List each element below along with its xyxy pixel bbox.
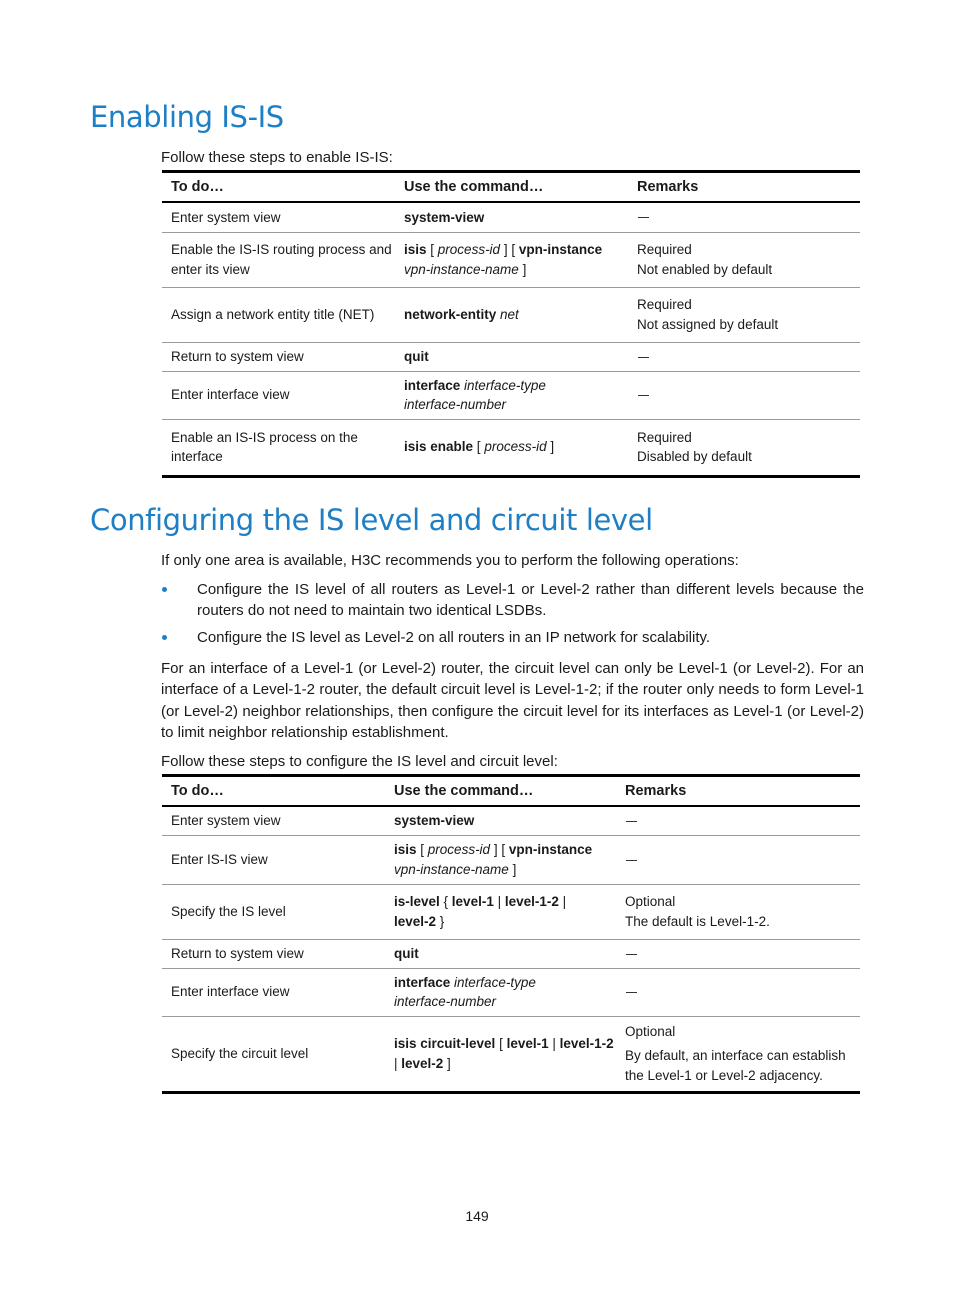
cell-remarks <box>628 202 860 232</box>
cmd-keyword: level-2 <box>394 913 437 929</box>
cell-command <box>395 232 628 287</box>
remark-line: Not assigned by default <box>637 316 779 332</box>
cmd-text: { <box>439 894 452 909</box>
table-row <box>162 287 860 342</box>
cmd-keyword: isis circuit-level <box>394 1036 496 1051</box>
section-heading-enabling-isis: Enabling IS-IS <box>90 100 284 134</box>
remark-line: Required <box>637 242 692 257</box>
remark-line: Disabled by default <box>637 449 752 464</box>
cmd-text: [ <box>473 439 485 455</box>
cmd-text: [ <box>416 842 428 857</box>
dash-mark <box>638 357 649 358</box>
cmd-text: | <box>394 1055 402 1071</box>
cmd-keyword: level-1 <box>506 1036 549 1051</box>
cmd-keyword: level-1-2 <box>559 1036 614 1051</box>
cell-remarks <box>616 806 860 835</box>
cmd-keyword: system-view <box>394 813 475 828</box>
cmd-text: } <box>436 913 445 929</box>
cell-todo: Enter IS-IS view <box>162 835 385 884</box>
table-header-row <box>162 776 860 807</box>
header-todo: To do… <box>162 776 385 807</box>
cell-remarks <box>616 939 860 968</box>
cmd-keyword: vpn-instance <box>518 242 603 257</box>
remark-line: Required <box>637 297 692 312</box>
bullet-text: Configure the IS level as Level-2 on all routers in an IP network for scalability. <box>197 629 711 646</box>
cmd-keyword: isis enable <box>404 439 474 455</box>
cmd-text: ] <box>518 261 527 277</box>
bullet-dot-icon <box>162 635 167 640</box>
cmd-argument: interface-type <box>464 377 546 393</box>
cmd-text: ] <box>508 861 517 877</box>
cell-todo: Assign a network entity title (NET) <box>162 287 395 342</box>
cmd-keyword: isis <box>404 242 427 257</box>
table-row <box>162 371 860 419</box>
cell-command <box>385 806 616 835</box>
cmd-argument: net <box>500 306 519 322</box>
cell-command <box>395 202 628 232</box>
table-row <box>162 419 860 476</box>
cmd-argument: vpn-instance-name <box>404 261 519 277</box>
header-remarks: Remarks <box>628 172 860 203</box>
command-table-enable-isis <box>162 170 860 478</box>
cell-command <box>395 419 628 476</box>
bullet-item <box>161 579 864 622</box>
remark-line: Optional <box>625 1023 676 1039</box>
table-row <box>162 835 860 884</box>
table-row <box>162 232 860 287</box>
body-paragraph: For an interface of a Level-1 (or Level-2) router, the circuit level can only be Level-1 (or Level-2). For an interface of a Level-1-2 router, the default circuit level is Level-1-2; if the router only needs to form Level-1 (or Level-2) neighbor relationships, then configure the circuit level for its interfaces as Level-1 (or Level-2) to limit neighbor relationship establishment. <box>161 660 864 741</box>
cmd-argument: interface-number <box>404 397 507 412</box>
remark-line: Required <box>637 429 692 445</box>
cell-todo: Specify the IS level <box>162 884 385 939</box>
cmd-text: [ <box>495 1036 507 1051</box>
cell-command <box>395 371 628 419</box>
cell-remarks <box>628 371 860 419</box>
cell-command <box>385 968 616 1016</box>
cmd-text: ] <box>546 439 555 455</box>
cell-remarks <box>616 968 860 1016</box>
cell-remarks <box>628 342 860 371</box>
cmd-keyword: network-entity <box>404 306 497 322</box>
cmd-keyword: quit <box>394 945 419 961</box>
cell-remarks <box>616 884 860 939</box>
cmd-text: ] [ <box>500 242 519 257</box>
dash-mark <box>626 821 637 822</box>
command-table-is-level <box>162 774 860 1094</box>
cmd-keyword: quit <box>404 348 429 364</box>
cmd-argument: interface-number <box>394 994 497 1009</box>
cmd-text: | <box>548 1036 560 1051</box>
cell-command <box>385 1016 616 1092</box>
cmd-text: | <box>493 894 505 909</box>
cell-todo: Specify the circuit level <box>162 1016 385 1092</box>
cell-todo: Enter system view <box>162 202 395 232</box>
body-paragraph: If only one area is available, H3C recommends you to perform the following operations: <box>161 552 739 569</box>
dash-mark <box>626 954 637 955</box>
table-row <box>162 342 860 371</box>
header-todo: To do… <box>162 172 395 203</box>
cell-todo: Enable an IS-IS process on the interface <box>162 419 395 476</box>
header-remarks: Remarks <box>616 776 860 807</box>
dash-mark <box>626 860 637 861</box>
page-number: 149 <box>465 1208 489 1224</box>
table-row <box>162 1016 860 1092</box>
cmd-argument: process-id <box>484 439 547 455</box>
table-row <box>162 939 860 968</box>
remark-line: Optional <box>625 894 676 909</box>
cmd-argument: vpn-instance-name <box>394 861 509 877</box>
cell-command <box>395 287 628 342</box>
cell-todo: Return to system view <box>162 342 395 371</box>
cmd-keyword: isis <box>394 842 417 857</box>
table-header-row <box>162 172 860 203</box>
cmd-text: ] <box>443 1055 451 1071</box>
table-row <box>162 202 860 232</box>
cmd-keyword: is-level <box>394 894 440 909</box>
cmd-keyword: system-view <box>404 209 485 225</box>
cmd-text: ] [ <box>490 842 509 857</box>
dash-mark <box>638 217 649 218</box>
cell-command <box>385 835 616 884</box>
dash-mark <box>638 395 649 396</box>
remark-line: Not enabled by default <box>637 261 773 277</box>
table-intro: Follow these steps to enable IS-IS: <box>161 149 393 166</box>
cmd-argument: process-id <box>437 242 501 257</box>
cell-todo: Enter system view <box>162 806 385 835</box>
dash-mark <box>626 992 637 993</box>
table-row <box>162 806 860 835</box>
cmd-argument: process-id <box>427 842 491 857</box>
table-row <box>162 884 860 939</box>
cell-remarks <box>628 419 860 476</box>
cell-todo: Enter interface view <box>162 371 395 419</box>
section-heading-is-level: Configuring the IS level and circuit level <box>90 503 653 537</box>
cmd-text: | <box>558 894 567 909</box>
cell-remarks <box>628 287 860 342</box>
cell-todo: Enter interface view <box>162 968 385 1016</box>
cmd-keyword: interface <box>404 377 461 393</box>
cell-remarks <box>616 1016 860 1092</box>
cmd-argument: interface-type <box>454 974 536 990</box>
cell-remarks <box>628 232 860 287</box>
remark-line: By default, an interface can establish the Level-1 or Level-2 adjacency. <box>625 1048 846 1083</box>
cell-todo: Enable the IS-IS routing process and enter its view <box>162 232 395 287</box>
table-intro: Follow these steps to configure the IS level and circuit level: <box>161 753 558 770</box>
cmd-keyword: level-2 <box>401 1055 444 1071</box>
table-row <box>162 968 860 1016</box>
bullet-dot-icon <box>162 587 167 592</box>
bullet-item <box>161 627 864 648</box>
cmd-keyword: level-1 <box>451 894 494 909</box>
header-command: Use the command… <box>385 776 616 807</box>
cmd-keyword: interface <box>394 974 451 990</box>
cell-command <box>385 939 616 968</box>
cmd-keyword: level-1-2 <box>504 894 559 909</box>
remark-line: The default is Level-1-2. <box>625 913 770 929</box>
cell-remarks <box>616 835 860 884</box>
cmd-text: [ <box>426 242 438 257</box>
cell-command <box>395 342 628 371</box>
cmd-keyword: vpn-instance <box>508 842 593 857</box>
bullet-text: Configure the IS level of all routers as Level-1 or Level-2 rather than different levels because the routers do not need to maintain two identical LSDBs. <box>197 581 864 620</box>
header-command: Use the command… <box>395 172 628 203</box>
cell-command <box>385 884 616 939</box>
cell-todo: Return to system view <box>162 939 385 968</box>
